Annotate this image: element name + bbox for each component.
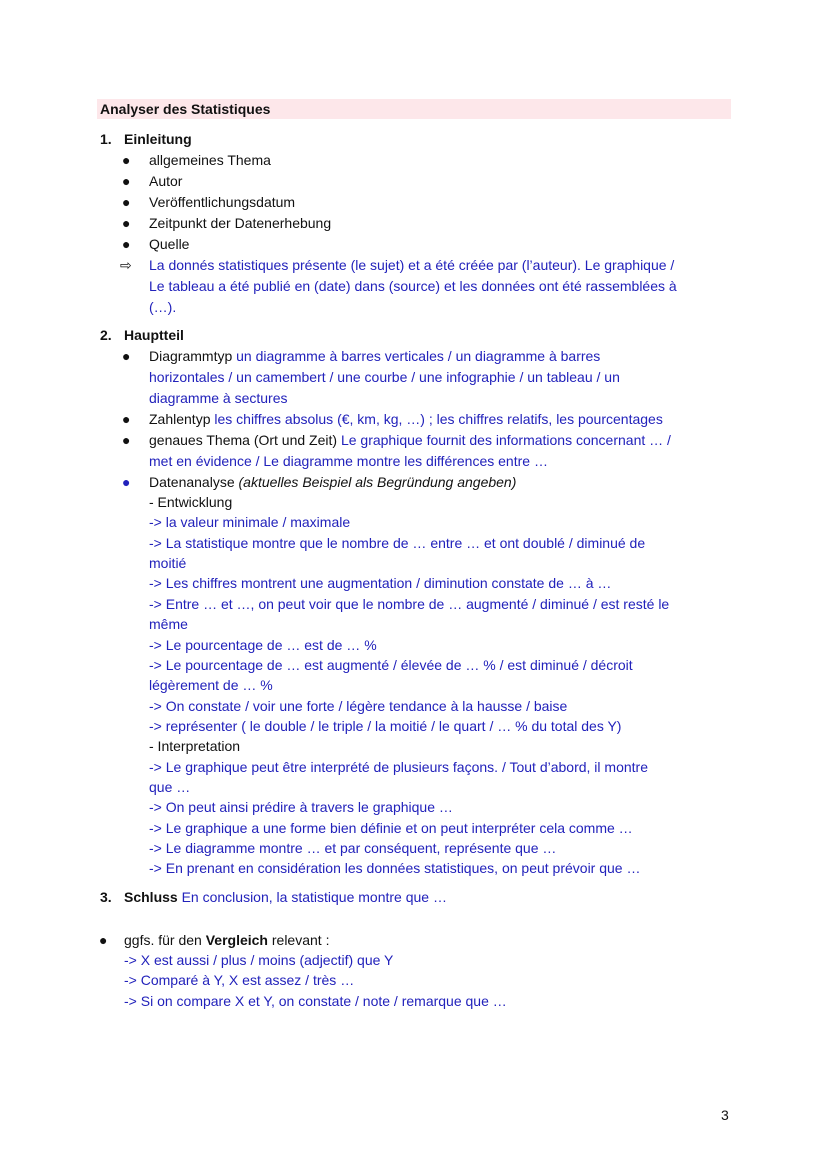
list-item: Quelle (149, 236, 190, 252)
bullet-icon: ● (122, 173, 131, 189)
bullet-icon: ● (99, 932, 108, 948)
datenanalyse-line (149, 472, 516, 492)
thema-line (149, 430, 671, 450)
entwicklung-label: - Entwicklung (149, 494, 233, 510)
section-1-heading: Einleitung (124, 131, 192, 147)
datenanalyse-note: (aktuelles Beispiel als Begründung angeben) (238, 474, 517, 490)
vergleich-item: -> X est aussi / plus / moins (adjectif) que Y (124, 952, 394, 968)
entwicklung-line: -> La statistique montre que le nombre de … entre … et ont doublé / diminué de (149, 535, 646, 551)
interpretation-line: -> Le graphique a une forme bien définie et on peut interpréter cela comme … (149, 820, 633, 836)
bullet-icon: ● (122, 194, 131, 210)
bullet-icon: ● (122, 215, 131, 231)
page-title: Analyser des Statistiques (100, 101, 271, 117)
diagrammtyp-text: horizontales / un camembert / une courbe / une infographie / un tableau / un (149, 369, 620, 385)
entwicklung-line: -> représenter ( le double / le triple / la moitié / le quart / … % du total des Y) (149, 718, 622, 734)
interpretation-line: -> On peut ainsi prédire à travers le graphique … (149, 799, 453, 815)
interpretation-line: -> En prenant en considération les données statistiques, on peut prévoir que … (149, 860, 641, 876)
section-3-line (124, 887, 447, 907)
entwicklung-line: -> Les chiffres montrent une augmentation / diminution constate de … à … (149, 575, 612, 591)
entwicklung-line: légèrement de … % (149, 677, 273, 693)
arrow-text-line: (…). (149, 299, 177, 315)
datenanalyse-label: Datenanalyse (149, 474, 235, 490)
entwicklung-line: -> Le pourcentage de … est de … % (149, 637, 377, 653)
vergleich-line (124, 930, 329, 950)
page-number: 3 (721, 1107, 729, 1123)
bullet-icon: ● (122, 474, 131, 490)
thema-label: genaues Thema (Ort und Zeit) (149, 432, 338, 448)
entwicklung-line: -> On constate / voir une forte / légère tendance à la hausse / baise (149, 698, 568, 714)
bullet-icon: ● (122, 348, 131, 364)
list-item: Zeitpunkt der Datenerhebung (149, 215, 332, 231)
zahlentyp-label: Zahlentyp (149, 411, 211, 427)
diagrammtyp-text: un diagramme à barres verticales / un diagramme à barres (236, 348, 601, 364)
arrow-text-line: La donnés statistiques présente (le sujet) et a été créée par (l’auteur). Le graphique / (149, 257, 675, 273)
zahlentyp-text: les chiffres absolus (€, km, kg, …) ; les chiffres relatifs, les pourcentages (214, 411, 663, 427)
diagrammtyp-text: diagramme à sectures (149, 390, 288, 406)
vergleich-keyword: Vergleich (205, 932, 268, 948)
diagrammtyp-label: Diagrammtyp (149, 348, 233, 364)
section-3-number: 3. (100, 889, 112, 905)
section-1-number: 1. (100, 131, 112, 147)
zahlentyp-line (149, 409, 663, 429)
thema-text: Le graphique fournit des informations concernant … / (340, 432, 671, 448)
interpretation-line: -> Le graphique peut être interprété de plusieurs façons. / Tout d’abord, il montre (149, 759, 648, 775)
bullet-icon: ● (122, 152, 131, 168)
entwicklung-line: même (149, 616, 188, 632)
vergleich-item: -> Comparé à Y, X est assez / très … (124, 972, 355, 988)
interpretation-line: -> Le diagramme montre … et par conséquent, représente que … (149, 840, 557, 856)
vergleich-suffix: relevant : (271, 932, 330, 948)
arrow-icon: ⇨ (120, 257, 132, 273)
arrow-text-line: Le tableau a été publié en (date) dans (source) et les données ont été rassemblées à (149, 278, 677, 294)
thema-text: met en évidence / Le diagramme montre les différences entre … (149, 453, 548, 469)
entwicklung-line: moitié (149, 555, 187, 571)
list-item: Veröffentlichungsdatum (149, 194, 296, 210)
bullet-icon: ● (122, 432, 131, 448)
section-2-number: 2. (100, 327, 112, 343)
entwicklung-line: -> Le pourcentage de … est augmenté / élevée de … % / est diminué / décroit (149, 657, 633, 673)
entwicklung-line: -> la valeur minimale / maximale (149, 514, 351, 530)
interpretation-line: que … (149, 779, 191, 795)
entwicklung-line: -> Entre … et …, on peut voir que le nombre de … augmenté / diminué / est resté le (149, 596, 670, 612)
section-2-heading: Hauptteil (124, 327, 184, 343)
vergleich-prefix: ggfs. für den (124, 932, 202, 948)
vergleich-item: -> Si on compare X et Y, on constate / note / remarque que … (124, 993, 507, 1009)
list-item: allgemeines Thema (149, 152, 271, 168)
section-3-text: En conclusion, la statistique montre que … (181, 889, 447, 905)
diagrammtyp-line (149, 346, 600, 366)
bullet-icon: ● (122, 236, 131, 252)
list-item: Autor (149, 173, 183, 189)
section-3-heading: Schluss (124, 889, 178, 905)
interpretation-label: - Interpretation (149, 738, 241, 754)
bullet-icon: ● (122, 411, 131, 427)
